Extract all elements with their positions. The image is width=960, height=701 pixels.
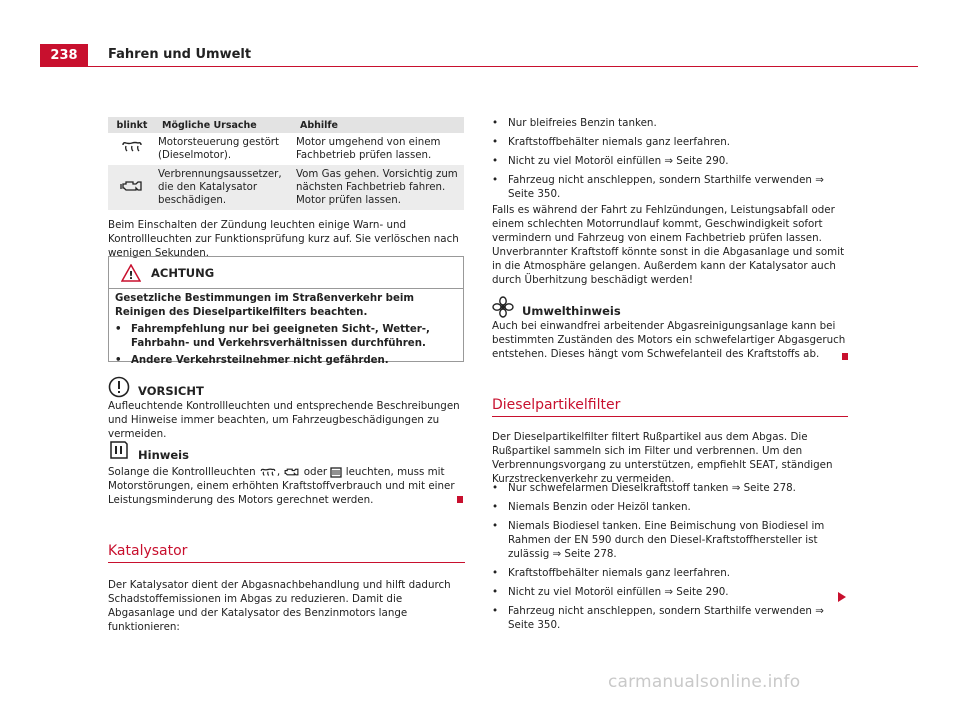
environment-note [492,296,848,361]
list-item: • Fahrzeug nicht anschleppen, sondern Starthilfe verwenden ⇒ Seite 350. [492,605,824,631]
environment-text: Auch bei einwandfrei arbeitender Abgasreinigungsanlage kann bei bestimmten Zuständen des Motors ein schwefelartiger Abgasgeruch entstehen. Dieses hängt vom Schwefelanteil des Kraftstoffs ab. [492,320,846,360]
caution-note [108,376,464,441]
list-item: • Nur schwefelarmen Dieselkraftstoff tanken ⇒ Seite 278. [492,482,796,494]
table-header-row [108,117,464,133]
section-rule [492,416,848,417]
warning-header [109,257,463,289]
header-rule [40,66,918,67]
hint-note [108,440,464,507]
dpf-bullet-list [492,481,848,632]
table-cell-remedy: Motor umgehend von einem Fachbetrieb prüfen lassen. [294,133,464,165]
catalyst-bullet-list [492,116,848,201]
watermark: carmanualsonline.info [608,672,801,692]
warning-title: ACHTUNG [151,265,215,280]
section-end-marker [457,496,463,503]
warning-text: Gesetzliche Bestimmungen im Straßenverkehr beim Reinigen des Dieselpartikelfilters beachten. [115,293,414,318]
page-header-title: Fahren und Umwelt [108,47,252,62]
hint-title: Hinweis [138,448,189,462]
misfire-paragraph: Falls es während der Fahrt zu Fehlzündungen, Leistungsabfall oder einem schlechten Motorrundlauf kommt, Geschwindigkeit sofort vermindern und Fahrzeug von einem Fachbetrieb prüfen lassen. Unverbrannter Kraftstoff könnte sonst in die Abgasanlage und somit in die Atmosphäre gelangen. Außerdem kann der Katalysator auch durch Überhitzung beschädigt werden! [492,204,845,286]
list-item: • Niemals Biodiesel tanken. Eine Beimischung von Biodiesel im Rahmen der EN 590 durch den Diesel-Kraftstoffhersteller ist zulässig ⇒ Seite 278. [492,520,825,560]
caution-title: VORSICHT [138,384,204,398]
caution-circle-icon [108,376,130,398]
hint-text: Solange die Kontrollleuchten , oder leuchten, muss mit Motorstörungen, einem erhöhten Kraftstoffverbrauch und mit einer Leistungsminderung des Motors gerechnet werden. [108,466,455,506]
table-header-blinkt: blinkt [108,117,156,133]
environment-title: Umwelthinweis [522,304,621,318]
section-end-marker [842,353,848,360]
katalysator-text: Der Katalysator dient der Abgasnachbehandlung und hilft dadurch Schadstoffemissionen im Abgas zu reduzieren. Damit die Abgasanlage und der Katalysator des Benzinmotors lange funktionieren: [108,579,451,633]
section-title-katalysator: Katalysator [108,543,188,559]
warning-body [109,289,463,371]
diesel-filter-icon [330,467,342,478]
flower-icon [492,296,514,318]
indicator-table [108,117,464,210]
info-note-icon [108,441,130,461]
engine-icon [120,179,144,193]
glow-plug-icon [121,141,143,153]
list-item: • Fahrzeug nicht anschleppen, sondern Starthilfe verwenden ⇒ Seite 350. [492,174,824,200]
dpf-text: Der Dieselpartikelfilter filtert Rußpartikel aus dem Abgas. Die Rußpartikel sammeln sich im Filter und verbrennen. Um den Verbrennungsvorgang zu unterstützen, empfiehlt SEAT, ständigen Kurzstreckenverkehr zu vermeiden. [492,431,833,485]
list-item: • Fahrempfehlung nur bei geeigneten Sicht-, Wetter-, Fahrbahn- und Verkehrsverhältnissen durchführen. [115,324,430,349]
caution-text: Aufleuchtende Kontrollleuchten und entsprechende Beschreibungen und Hinweise immer beachten, um Fahrzeugbeschädigungen zu vermeiden. [108,400,460,440]
table-header-remedy: Abhilfe [294,117,464,133]
list-item: • Nur bleifreies Benzin tanken. [492,117,657,129]
list-item: • Nicht zu viel Motoröl einfüllen ⇒ Seite 290. [492,155,729,167]
intro-paragraph: Beim Einschalten der Zündung leuchten einige Warn- und Kontrollleuchten zur Funktionsprüfung kurz auf. Sie verlöschen nach wenigen Sekunden. [108,219,459,259]
section-title-dieselpartikelfilter: Dieselpartikelfilter [492,397,621,413]
table-header-cause: Mögliche Ursache [156,117,294,133]
table-cell-cause: Motorsteuerung gestört (Dieselmotor). [156,133,294,165]
table-cell-cause: Verbrennungsaussetzer, die den Katalysator beschädigen. [156,165,294,210]
svg-text:!: ! [128,268,134,282]
warning-box [108,256,464,366]
table-row [108,165,464,210]
section-rule [108,562,465,563]
table-row [108,133,464,165]
table-cell-remedy: Vom Gas gehen. Vorsichtig zum nächsten Fachbetrieb fahren. Motor prüfen lassen. [294,165,464,210]
warning-triangle-icon [121,264,141,282]
list-item: • Kraftstoffbehälter niemals ganz leerfahren. [492,136,730,148]
glow-plug-icon [259,468,277,477]
list-item: • Nicht zu viel Motoröl einfüllen ⇒ Seite 290. [492,586,729,598]
list-item: • Andere Verkehrsteilnehmer nicht gefährden. [115,355,389,366]
list-item: • Kraftstoffbehälter niemals ganz leerfahren. [492,567,730,579]
engine-icon [283,467,300,477]
continue-arrow-icon [838,592,846,602]
list-item: • Niemals Benzin oder Heizöl tanken. [492,501,691,513]
page-number: 238 [40,44,88,66]
